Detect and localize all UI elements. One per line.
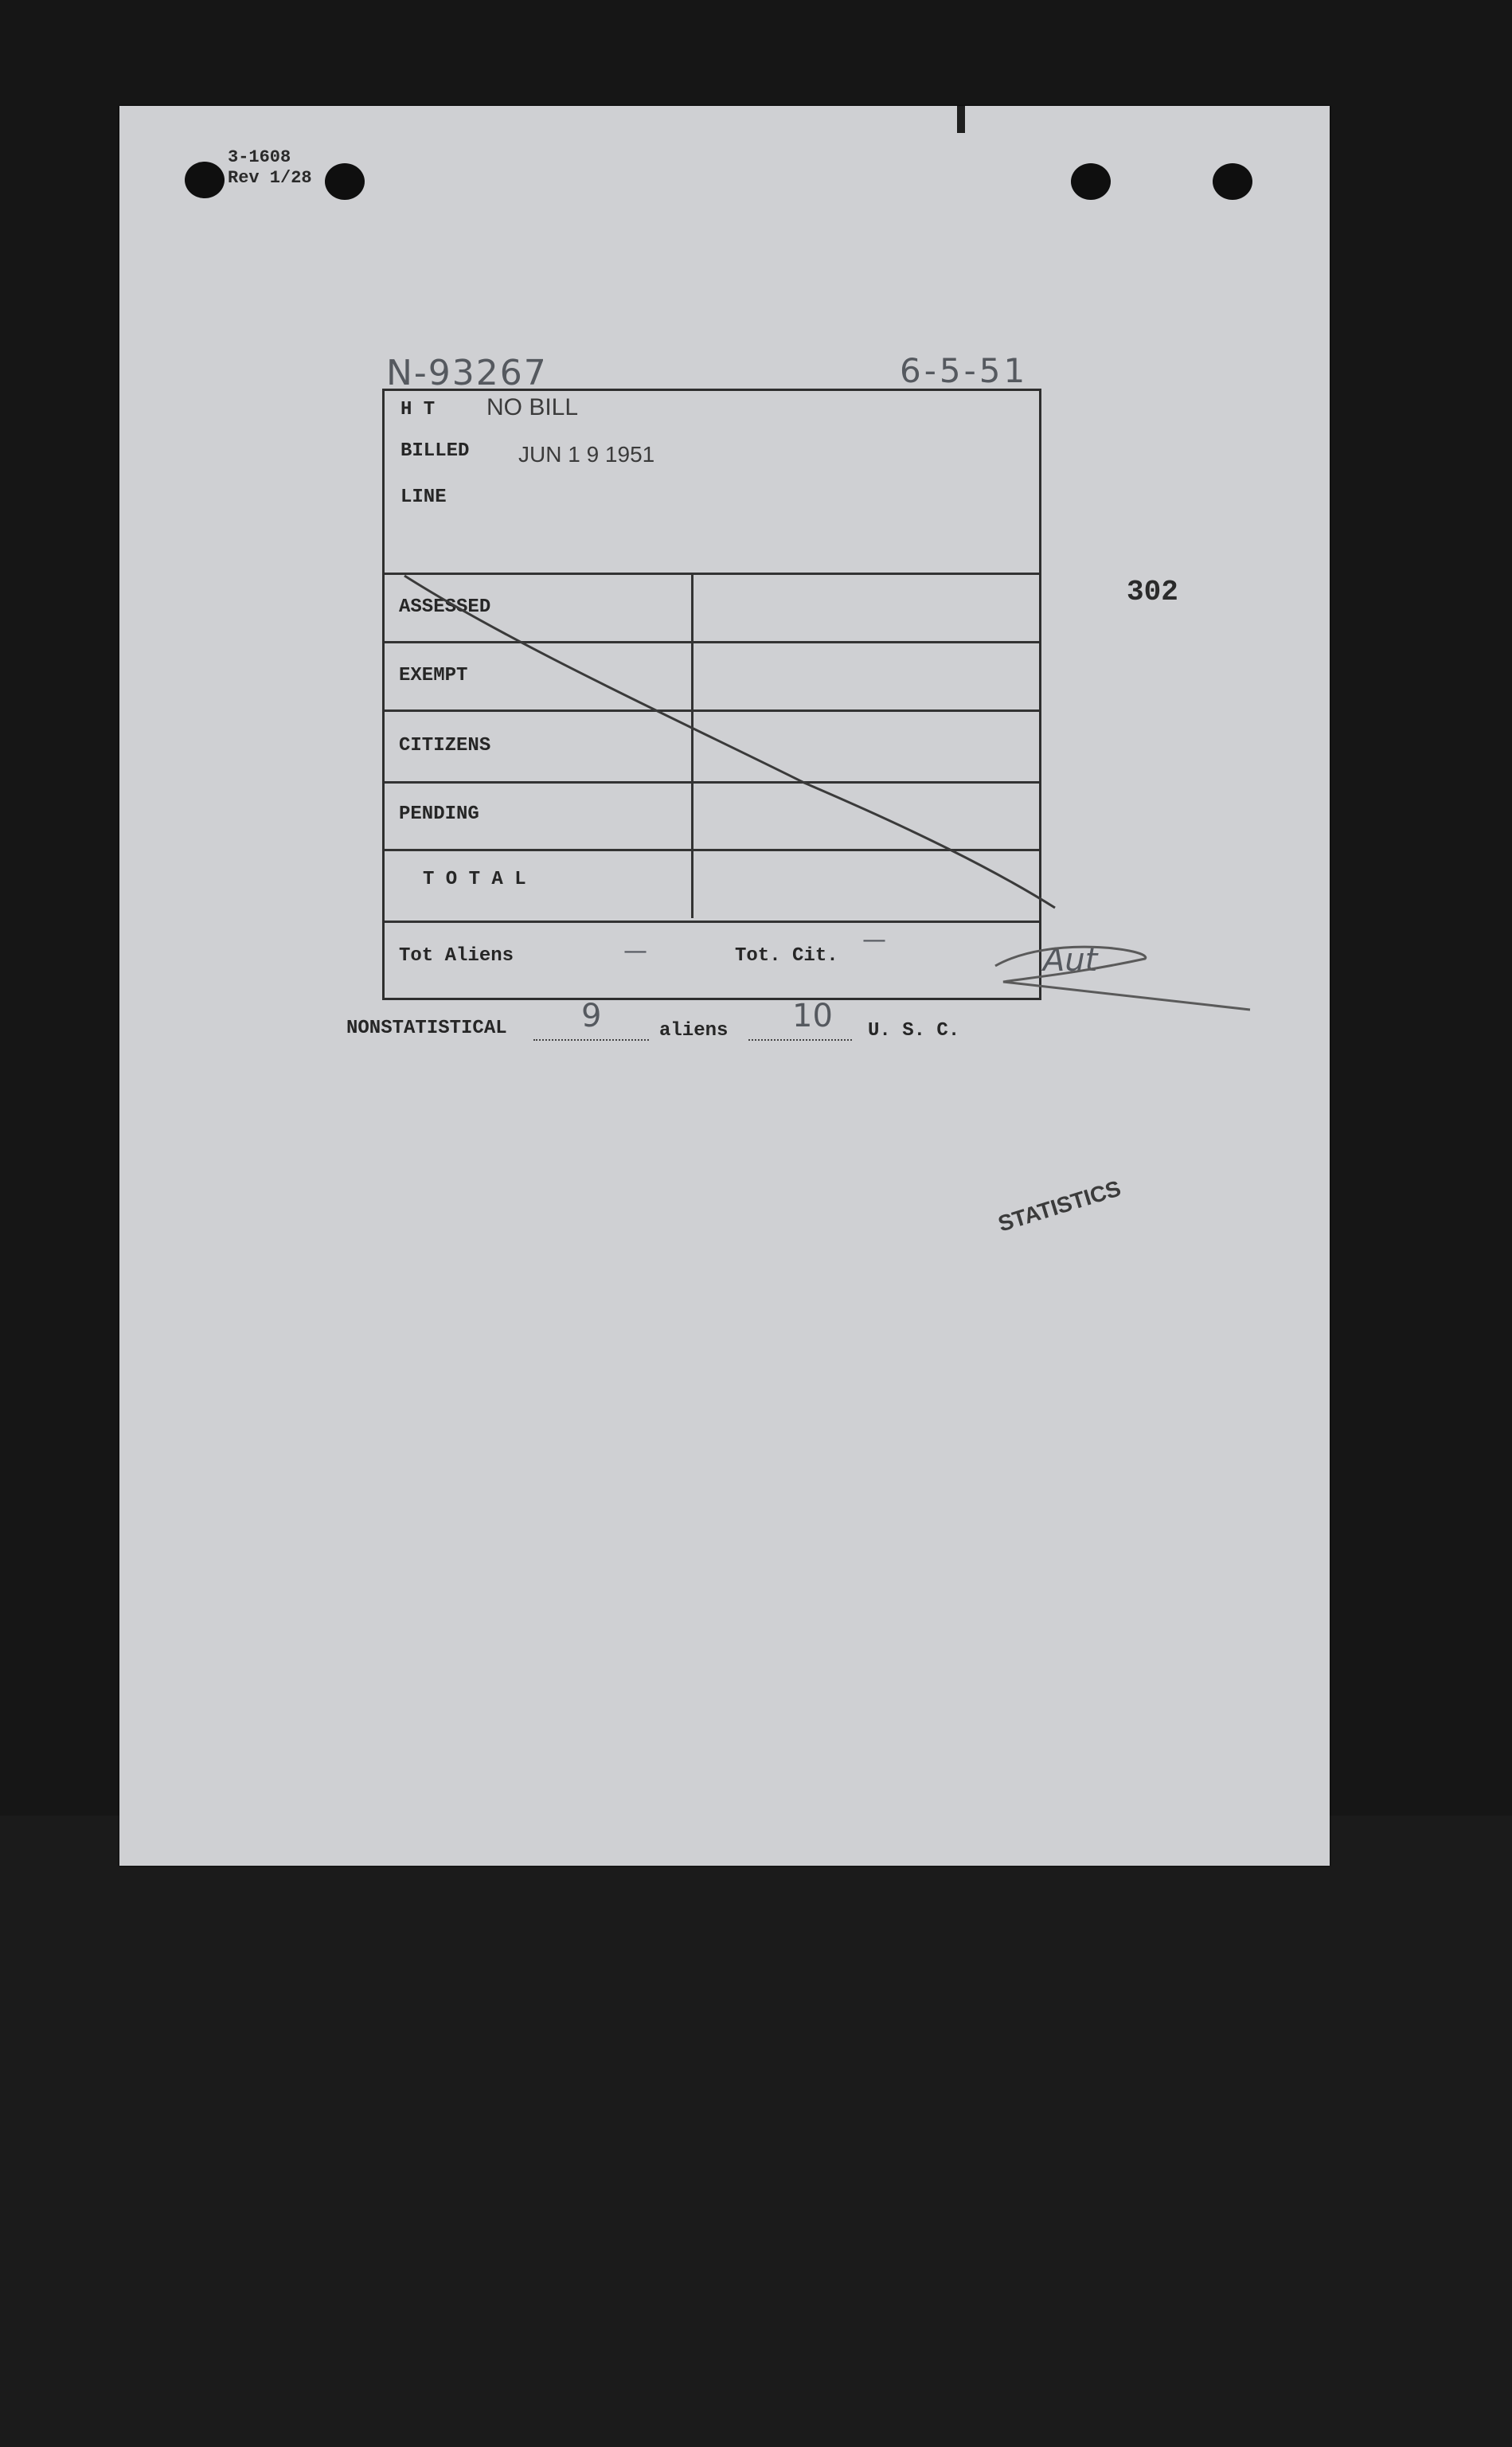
nonstatistical-label: NONSTATISTICAL	[346, 1018, 507, 1039]
ht-label: H T	[400, 399, 436, 420]
diagonal-cancel-line	[404, 576, 1055, 908]
form-number: 3-1608	[228, 147, 291, 167]
line-label: LINE	[400, 487, 447, 508]
form-revision: Rev 1/28	[228, 168, 312, 188]
usc-label: U. S. C.	[868, 1020, 960, 1042]
tot-cit-value: —	[862, 926, 886, 954]
billed-date-stamp: JUN 1 9 1951	[518, 442, 655, 467]
row-label-exempt: EXEMPT	[399, 665, 468, 686]
statistics-stamp: STATISTICS	[995, 1175, 1124, 1237]
initials-signature: Aut	[1043, 942, 1098, 979]
tot-aliens-label: Tot Aliens	[399, 945, 514, 967]
handwritten-date: 6-5-51	[900, 351, 1029, 390]
document-page	[119, 106, 1330, 1866]
billed-label: BILLED	[400, 440, 470, 462]
top-edge-smudge	[957, 106, 965, 133]
aliens-label: aliens	[659, 1020, 729, 1042]
row-label-pending: PENDING	[399, 803, 479, 825]
row-label-citizens: CITIZENS	[399, 735, 491, 756]
tot-cit-label: Tot. Cit.	[735, 945, 838, 967]
nonstatistical-count: 9	[581, 998, 602, 1034]
row-label-assessed: ASSESSED	[399, 596, 491, 618]
signature-flourish	[995, 947, 1250, 1010]
ht-value-stamp: NO BILL	[486, 394, 579, 420]
pen-marks-layer	[119, 106, 1330, 1866]
page-number: 302	[1127, 576, 1178, 608]
file-number: N-93267	[386, 353, 548, 393]
scanner-background-band	[0, 1816, 1512, 2447]
tot-aliens-value: —	[623, 937, 647, 965]
usc-count: 10	[792, 998, 833, 1034]
total-label: T O T A L	[423, 869, 526, 890]
